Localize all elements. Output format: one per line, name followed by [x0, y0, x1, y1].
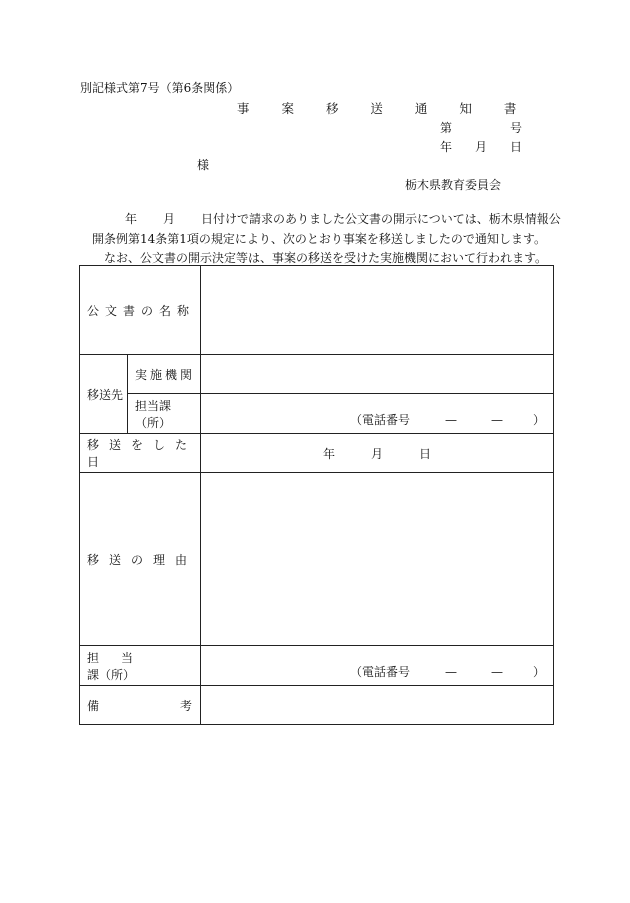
remarks-value-cell[interactable]: [201, 686, 554, 725]
reason-label: 移送の理由: [87, 552, 198, 567]
transfer-date-value-cell[interactable]: [201, 434, 554, 473]
contact-label-b: 当: [121, 650, 134, 665]
doc-name-value-cell[interactable]: [201, 266, 554, 355]
transfer-date-label: 移送をした日: [87, 438, 198, 469]
document-number-line: [440, 119, 522, 136]
reason-value-cell[interactable]: [201, 473, 554, 646]
transfer-date-label-cell: [80, 434, 201, 473]
date-year: 年: [440, 140, 453, 154]
body-year: 年: [125, 212, 138, 226]
date-day: 日: [509, 140, 522, 154]
remarks-label-cell: [80, 686, 201, 725]
body-month: 月: [163, 212, 176, 226]
body-line1-rest: 日付けで請求のありました公文書の開示については、栃木県情報公: [201, 212, 561, 226]
phone-label: （電話番号: [350, 413, 411, 427]
issuer-name: 栃木県教育委員会: [405, 178, 502, 192]
contact-phone-field: [201, 646, 553, 685]
contact-phone-dash-2: —: [491, 664, 504, 679]
agency-value-cell[interactable]: [201, 355, 554, 394]
transfer-month: 月: [371, 446, 384, 461]
table-row-transfer-date: [80, 434, 554, 473]
table-row-department: [80, 394, 554, 434]
body-paragraph-line-2: 開条例第14条第1項の規定により、次のとおり事案を移送しましたので通知します。: [92, 232, 546, 246]
remarks-label-a: 備: [87, 698, 100, 713]
phone-dash-1: —: [445, 412, 458, 427]
destination-label: 移送先: [87, 387, 124, 402]
contact-value-cell[interactable]: [201, 646, 554, 686]
transfer-details-table: [79, 265, 554, 725]
table-row-remarks: [80, 686, 554, 725]
table-row-document-name: [80, 266, 554, 355]
transfer-year: 年: [322, 446, 335, 461]
phone-close: ）: [533, 413, 546, 427]
document-title: 事 案 移 送 通 知 書: [237, 101, 531, 116]
dept-value-cell[interactable]: [201, 394, 554, 434]
number-suffix: 号: [509, 121, 522, 135]
contact-label-a: 担: [87, 650, 100, 665]
date-month: 月: [474, 140, 487, 154]
contact-label-cell: [80, 646, 201, 686]
table-row-contact: [80, 646, 554, 686]
contact-phone-label: （電話番号: [350, 665, 411, 679]
transfer-day: 日: [419, 446, 432, 461]
destination-label-cell: [80, 355, 128, 434]
body-paragraph-line-3: なお、公文書の開示決定等は、事案の移送を受けた実施機関において行われます。: [104, 251, 548, 265]
phone-dash-2: —: [491, 412, 504, 427]
document-date-line: [440, 138, 522, 155]
contact-phone-close: ）: [533, 665, 546, 679]
addressee-suffix: 様: [197, 158, 210, 172]
table-row-agency: [80, 355, 554, 394]
dept-label: 担当課（所）: [135, 398, 172, 430]
agency-label: 実施機関: [135, 367, 196, 382]
contact-phone-dash-1: —: [445, 664, 458, 679]
agency-label-cell: [128, 355, 201, 394]
reason-label-cell: [80, 473, 201, 646]
doc-name-label-cell: [80, 266, 201, 355]
transfer-date-fields: [201, 445, 553, 462]
table-row-reason: [80, 473, 554, 646]
form-label: 別記様式第7号（第6条関係）: [80, 81, 240, 95]
dept-phone-field: [201, 394, 553, 433]
dept-label-cell: [128, 394, 201, 434]
contact-label-c: 課（所）: [87, 667, 136, 682]
number-prefix: 第: [440, 121, 453, 135]
remarks-label-b: 考: [180, 698, 193, 713]
doc-name-label: 公文書の名称: [87, 303, 196, 318]
body-paragraph-line-1: [125, 210, 561, 227]
